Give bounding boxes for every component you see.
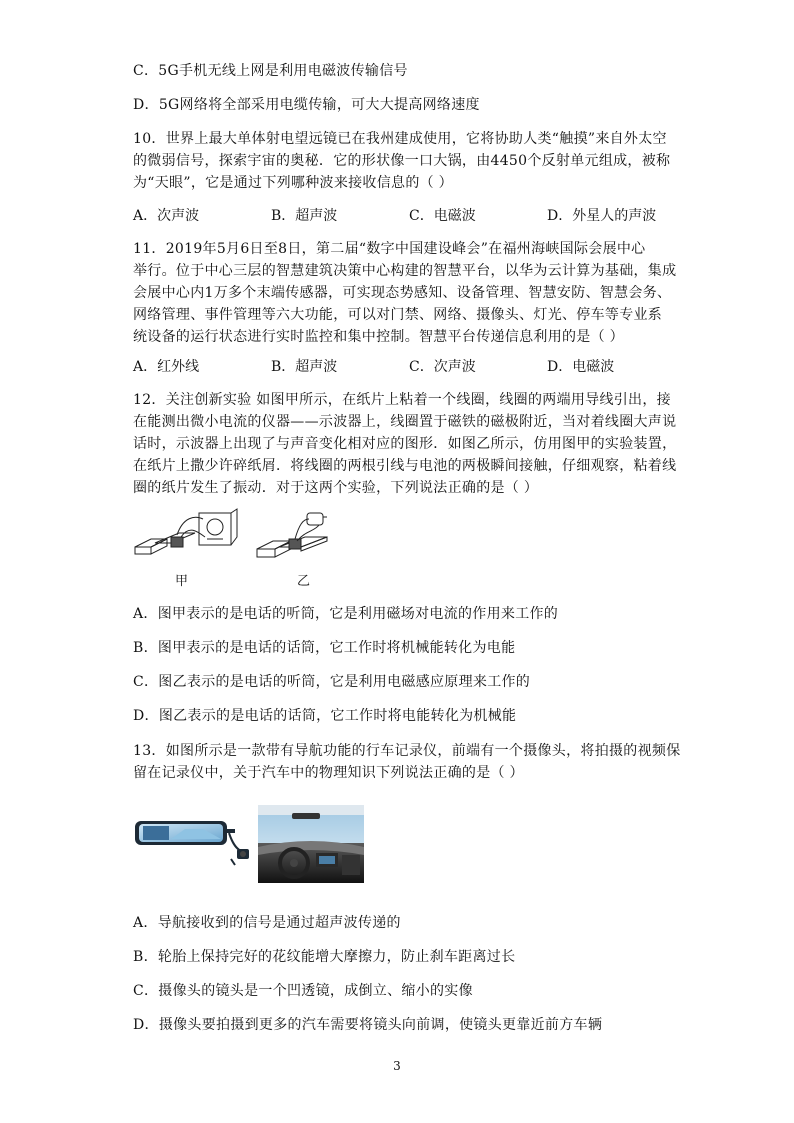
car-interior-image xyxy=(258,805,364,883)
figure-yi-label: 乙 xyxy=(297,574,311,589)
q13-option-b: B．轮胎上保持完好的花纹能增大摩擦力，防止刹车距离过长 xyxy=(133,949,516,965)
q12-line-2: 在能测出微小电流的仪器——示波器上，线圈置于磁铁的磁极附近，当对着线圈大声说 xyxy=(133,414,677,430)
q10-line-3: 为“天眼”，它是通过下列哪种波来接收信息的（ ） xyxy=(133,175,453,191)
q12-line-1: 12．关注创新实验 如图甲所示，在纸片上粘着一个线圈，线圈的两端用导线引出，接 xyxy=(133,392,671,408)
q13-option-c: C．摄像头的镜头是一个凹透镜，成倒立、缩小的实像 xyxy=(133,983,473,999)
q11-line-1: 11．2019年5月6日至8日，第二届“数字中国建设峰会”在福州海峡国际会展中心 xyxy=(133,241,646,257)
q9-option-d: D．5G网络将全部采用电缆传输，可大大提高网络速度 xyxy=(133,97,480,113)
q11-line-3: 会展中心内1万多个末端传感器，可实现态势感知、设备管理、智慧安防、智慧会务、 xyxy=(133,285,672,301)
q10-option-b: B．超声波 xyxy=(271,208,338,224)
q11-line-5: 统设备的运行状态进行实时监控和集中控制。智慧平台传递信息利用的是（ ） xyxy=(133,329,624,345)
figure-jia-oscilloscope-setup xyxy=(133,507,241,569)
q10-option-a: A．次声波 xyxy=(133,208,200,224)
dashcam-mirror-image xyxy=(133,815,258,867)
q10-line-1: 10．世界上最大单体射电望远镜已在我州建成使用，它将协助人类“触摸”来自外太空 xyxy=(133,131,667,147)
q11-option-d: D．电磁波 xyxy=(547,359,615,375)
q13-line-1: 13．如图所示是一款带有导航功能的行车记录仪，前端有一个摄像头，将拍摄的视频保 xyxy=(133,743,681,759)
q12-option-b: B．图甲表示的是电话的话筒，它工作时将机械能转化为电能 xyxy=(133,640,516,656)
q9-option-c: C．5G手机无线上网是利用电磁波传输信号 xyxy=(133,63,408,79)
q11-option-a: A．红外线 xyxy=(133,359,200,375)
q12-option-a: A．图甲表示的是电话的听筒，它是利用磁场对电流的作用来工作的 xyxy=(133,606,559,622)
figure-yi-battery-setup xyxy=(255,505,335,569)
q12-option-d: D．图乙表示的是电话的话筒，它工作时将电能转化为机械能 xyxy=(133,708,517,724)
q13-option-d: D．摄像头要拍摄到更多的汽车需要将镜头向前调，使镜头更靠近前方车辆 xyxy=(133,1017,603,1033)
q10-line-2: 的微弱信号，探索宇宙的奥秘．它的形状像一口大锅，由4450个反射单元组成，被称 xyxy=(133,153,671,169)
q12-line-5: 圈的纸片发生了振动．对于这两个实验，下列说法正确的是（ ） xyxy=(133,480,539,496)
q11-option-c: C．次声波 xyxy=(409,359,476,375)
q10-option-d: D．外星人的声波 xyxy=(547,208,657,224)
q11-option-b: B．超声波 xyxy=(271,359,338,375)
figure-jia-label: 甲 xyxy=(175,574,189,589)
q11-line-2: 举行。位于中心三层的智慧建筑决策中心构建的智慧平台，以华为云计算为基础，集成 xyxy=(133,263,677,279)
page-number: 3 xyxy=(393,1059,401,1073)
q12-option-c: C．图乙表示的是电话的听筒，它是利用电磁感应原理来工作的 xyxy=(133,674,531,690)
q13-option-a: A．导航接收到的信号是通过超声波传递的 xyxy=(133,915,401,931)
q10-option-c: C．电磁波 xyxy=(409,208,476,224)
q12-line-3: 话时，示波器上出现了与声音变化相对应的图形．如图乙所示，仿用图甲的实验装置， xyxy=(133,436,677,452)
q12-line-4: 在纸片上撒少许碎纸屑．将线圈的两根引线与电池的两极瞬间接触，仔细观察，粘着线 xyxy=(133,458,677,474)
q13-line-2: 留在记录仪中，关于汽车中的物理知识下列说法正确的是（ ） xyxy=(133,765,524,781)
q11-line-4: 网络管理、事件管理等六大功能，可以对门禁、网络、摄像头、灯光、停车等专业系 xyxy=(133,307,663,323)
